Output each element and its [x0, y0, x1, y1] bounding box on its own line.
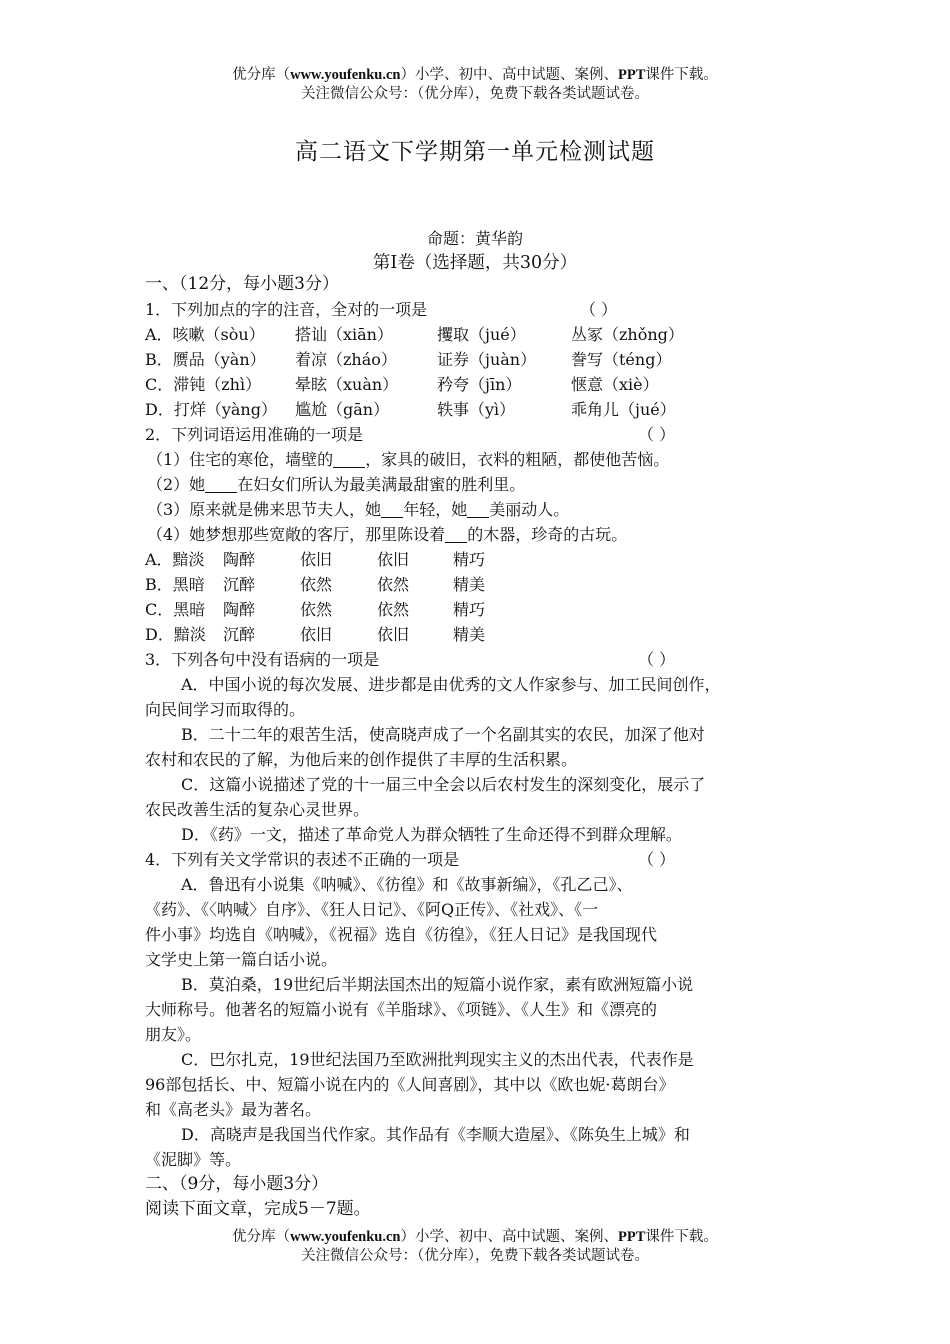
- q1-option-c: C．滞钝（zhì） 晕眩（xuàn） 矜夸（jīn） 惬意（xiè）: [145, 375, 659, 394]
- q4-option-a: A．鲁迅有小说集《呐喊》、《彷徨》和《故事新编》，《孔乙己》、: [181, 875, 633, 894]
- header-line-1: 优分库（www.youfenku.cn）小学、初中、高中试题、案例、PPT课件下载。: [232, 67, 718, 83]
- q3-option-d: D．《药》一文，描述了革命党人为群众牺牲了生命还得不到群众理解。: [181, 825, 682, 844]
- blank: [333, 451, 365, 468]
- page-title: 高二语文下学期第一单元检测试题: [295, 139, 655, 165]
- q1-option-a: A．咳嗽（sòu） 搭讪（xiān） 攫取（jué） 丛冢（zhǒng）: [145, 325, 684, 344]
- blank: [381, 501, 403, 518]
- question-1-stem: 1．下列加点的字的注音，全对的一项是 （ ）: [145, 297, 825, 322]
- answer-paren: （ ）: [638, 850, 676, 869]
- q4-option-c-cont: 和《高老头》最为著名。: [145, 1100, 322, 1119]
- q3-option-c-cont: 农民改善生活的复杂心灵世界。: [145, 800, 370, 819]
- q4-option-a-cont: 件小事》均选自《呐喊》，《祝福》选自《彷徨》，《狂人日记》是我国现代: [145, 925, 658, 944]
- answer-paren: （ ）: [638, 425, 676, 444]
- volume-heading: 第Ⅰ卷（选择题，共30分）: [372, 253, 578, 273]
- q2-sentence-3: （3）原来就是佛来思节夫人，她 年轻，她 美丽动人。: [147, 500, 570, 519]
- q4-option-c: C．巴尔扎克，19世纪法国乃至欧洲批判现实主义的杰出代表，代表作是: [181, 1050, 694, 1069]
- q4-option-a-cont: 《药》、《〈呐喊〉自序》、《狂人日记》、《阿Q正传》、《社戏》、《一: [145, 900, 599, 919]
- q4-option-b: B．莫泊桑，19世纪后半期法国杰出的短篇小说作家，素有欧洲短篇小说: [181, 975, 694, 994]
- site-url[interactable]: www.youfenku.cn: [290, 67, 401, 83]
- question-3-stem: 3．下列各句中没有语病的一项是 （ ）: [145, 647, 825, 672]
- q3-option-b-cont: 农村和农民的了解，为他后来的创作提供了丰厚的生活积累。: [145, 750, 578, 769]
- q2-option-a: A．黯淡 陶醉 依旧 依旧 精巧: [145, 550, 486, 569]
- reading-instruction: 阅读下面文章，完成5－7题。: [145, 1199, 371, 1219]
- q3-option-b: B．二十二年的艰苦生活，使高晓声成了一个名副其实的农民，加深了他对: [181, 725, 705, 744]
- exam-body: [145, 272, 825, 1222]
- q3-option-c: C．这篇小说描述了党的十一届三中全会以后农村发生的深刻变化，展示了: [181, 775, 706, 794]
- header-line-2: 关注微信公众号：（优分库），免费下载各类试题试卷。: [301, 86, 649, 102]
- blank: [467, 501, 489, 518]
- q2-sentence-2: （2）她 在妇女们所认为最美满最甜蜜的胜利里。: [147, 475, 526, 494]
- footer-line-2: 关注微信公众号：（优分库），免费下载各类试题试卷。: [301, 1248, 649, 1264]
- q1-option-d: D．打烊（yàng） 尴尬（gān） 轶事（yì） 乖角儿（jué）: [145, 400, 676, 419]
- q2-option-b: B．黑暗 沉醉 依然 依然 精美: [145, 575, 486, 594]
- q2-option-d: D．黯淡 沉醉 依旧 依旧 精美: [145, 625, 486, 644]
- q3-option-a: A．中国小说的每次发展、进步都是由优秀的文人作家参与、加工民间创作，: [181, 675, 721, 694]
- q2-sentence-1: （1）住宅的寒伧，墙壁的 ，家具的破旧，衣料的粗陋，都使他苦恼。: [147, 450, 670, 469]
- q4-option-b-cont: 朋友》。: [145, 1025, 202, 1044]
- blank: [205, 476, 237, 493]
- q2-sentence-4: （4）她梦想那些宽敞的客厅，那里陈设着 的木器，珍奇的古玩。: [147, 525, 628, 544]
- blank: [445, 526, 467, 543]
- q1-option-b: B．赝品（yàn） 着凉（zháo） 证券（juàn） 誊写（téng）: [145, 350, 672, 369]
- q4-option-d: D．高晓声是我国当代作家。其作品有《李顺大造屋》、《陈奂生上城》和: [181, 1125, 690, 1144]
- site-url[interactable]: www.youfenku.cn: [290, 1229, 401, 1245]
- answer-paren: （ ）: [580, 300, 618, 319]
- question-2-stem: 2．下列词语运用准确的一项是 （ ）: [145, 422, 825, 447]
- q4-option-a-cont: 文学史上第一篇白话小说。: [145, 950, 338, 969]
- section-2-heading: 二、（9分，每小题3分）: [145, 1174, 329, 1194]
- footer-line-1: 优分库（www.youfenku.cn）小学、初中、高中试题、案例、PPT课件下载。: [232, 1229, 718, 1245]
- q4-option-c-cont: 96部包括长、中、短篇小说在内的《人间喜剧》，其中以《欧也妮·葛朗台》: [145, 1075, 675, 1094]
- author-line: 命题：黄华韵: [426, 229, 523, 248]
- answer-paren: （ ）: [638, 650, 676, 669]
- question-4-stem: 4．下列有关文学常识的表述不正确的一项是 （ ）: [145, 847, 825, 872]
- q2-option-c: C．黑暗 陶醉 依然 依然 精巧: [145, 600, 486, 619]
- q4-option-b-cont: 大师称号。他著名的短篇小说有《羊脂球》、《项链》、《人生》和《漂亮的: [145, 1000, 658, 1019]
- q3-option-a-cont: 向民间学习而取得的。: [145, 700, 306, 719]
- section-1-heading: 一、（12分，每小题3分）: [145, 274, 339, 294]
- q4-option-d-cont: 《泥脚》等。: [145, 1150, 242, 1169]
